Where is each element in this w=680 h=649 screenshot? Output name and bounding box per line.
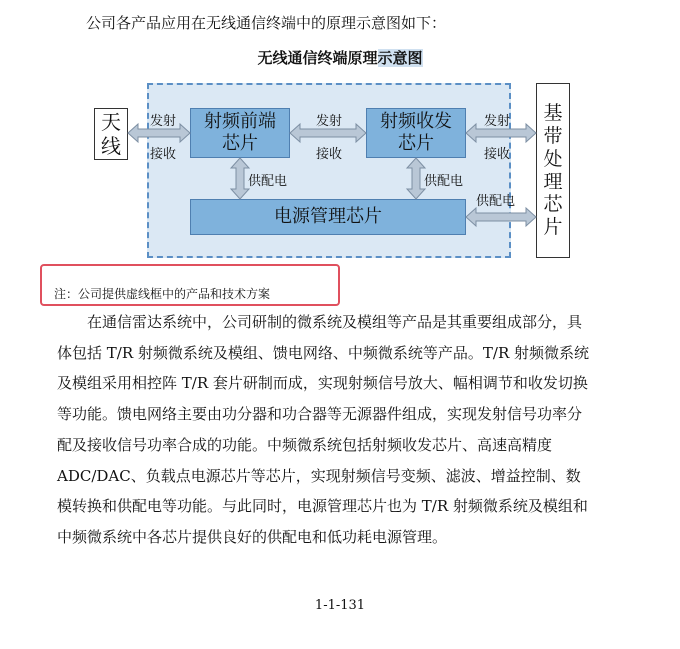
rf-transceiver-label-2: 芯片 — [398, 133, 434, 154]
rx-label-rf: 接收 — [316, 147, 343, 162]
paragraph-line: 等功能。馈电网络主要由功分器和功合器等无源器件组成，实现发射信号功率分 — [57, 405, 583, 424]
paragraph-line: 模转换和供配电等功能。与此同时，电源管理芯片也为 T/R 射频微系统及模组和 — [57, 497, 588, 516]
tx-label-antenna: 发射 — [150, 114, 177, 129]
tx-label-rf: 发射 — [316, 114, 343, 129]
arrow-pmic-baseband — [466, 208, 536, 226]
page-number: 1-1-131 — [314, 598, 366, 613]
power-label-rf-front: 供配电 — [248, 174, 288, 189]
rf-front-end-label-2: 芯片 — [222, 133, 258, 154]
baseband-char: 带 — [543, 124, 563, 147]
paragraph-line: 在通信雷达系统中，公司研制的微系统及模组等产品是其重要组成部分，具 — [87, 313, 583, 331]
note-text: 注：公司提供虚线框中的产品和技术方案 — [54, 287, 271, 301]
diagram-title-part1: 无线通信终端原理 — [257, 49, 378, 67]
paragraph-line: 体包括 T/R 射频微系统及模组、馈电网络、中频微系统等产品。T/R 射频微系统 — [57, 343, 590, 362]
arrow-rf-transceiver-pmic — [407, 158, 425, 199]
antenna-label-2: 线 — [101, 134, 121, 158]
baseband-char: 基 — [543, 102, 563, 125]
body-paragraph — [57, 307, 617, 553]
intro-text: 公司各产品应用在无线通信终端中的原理示意图如下： — [86, 14, 447, 32]
antenna-label-1: 天 — [101, 110, 121, 134]
paragraph-line: 配及接收信号功率合成的功能。中频微系统包括射频收发芯片、高速高精度 — [57, 435, 553, 454]
baseband-char: 片 — [543, 216, 563, 239]
paragraph-line: 及模组采用相控阵 T/R 套片研制而成，实现射频信号放大、幅相调节和收发切换 — [57, 374, 588, 393]
baseband-char: 芯 — [543, 193, 563, 216]
power-label-baseband: 供配电 — [476, 194, 516, 209]
baseband-char: 理 — [543, 170, 563, 193]
rx-label-baseband: 接收 — [484, 147, 511, 162]
rx-label-antenna: 接收 — [150, 147, 177, 162]
paragraph-line: 中频微系统中各芯片提供良好的供配电和低功耗电源管理。 — [57, 527, 448, 546]
paragraph-line: ADC/DAC、负载点电源芯片等芯片，实现射频信号变频、滤波、增益控制、数 — [57, 466, 581, 485]
arrow-rf-front-pmic — [231, 158, 249, 199]
baseband-char: 处 — [543, 147, 563, 170]
power-management-label: 电源管理芯片 — [274, 206, 382, 228]
power-label-rf-transceiver: 供配电 — [424, 174, 464, 189]
rf-front-end-label-1: 射频前端 — [204, 111, 276, 133]
tx-label-baseband: 发射 — [484, 114, 511, 129]
diagram-title-part2: 示意图 — [377, 49, 423, 67]
rf-transceiver-label-1: 射频收发 — [380, 111, 452, 133]
